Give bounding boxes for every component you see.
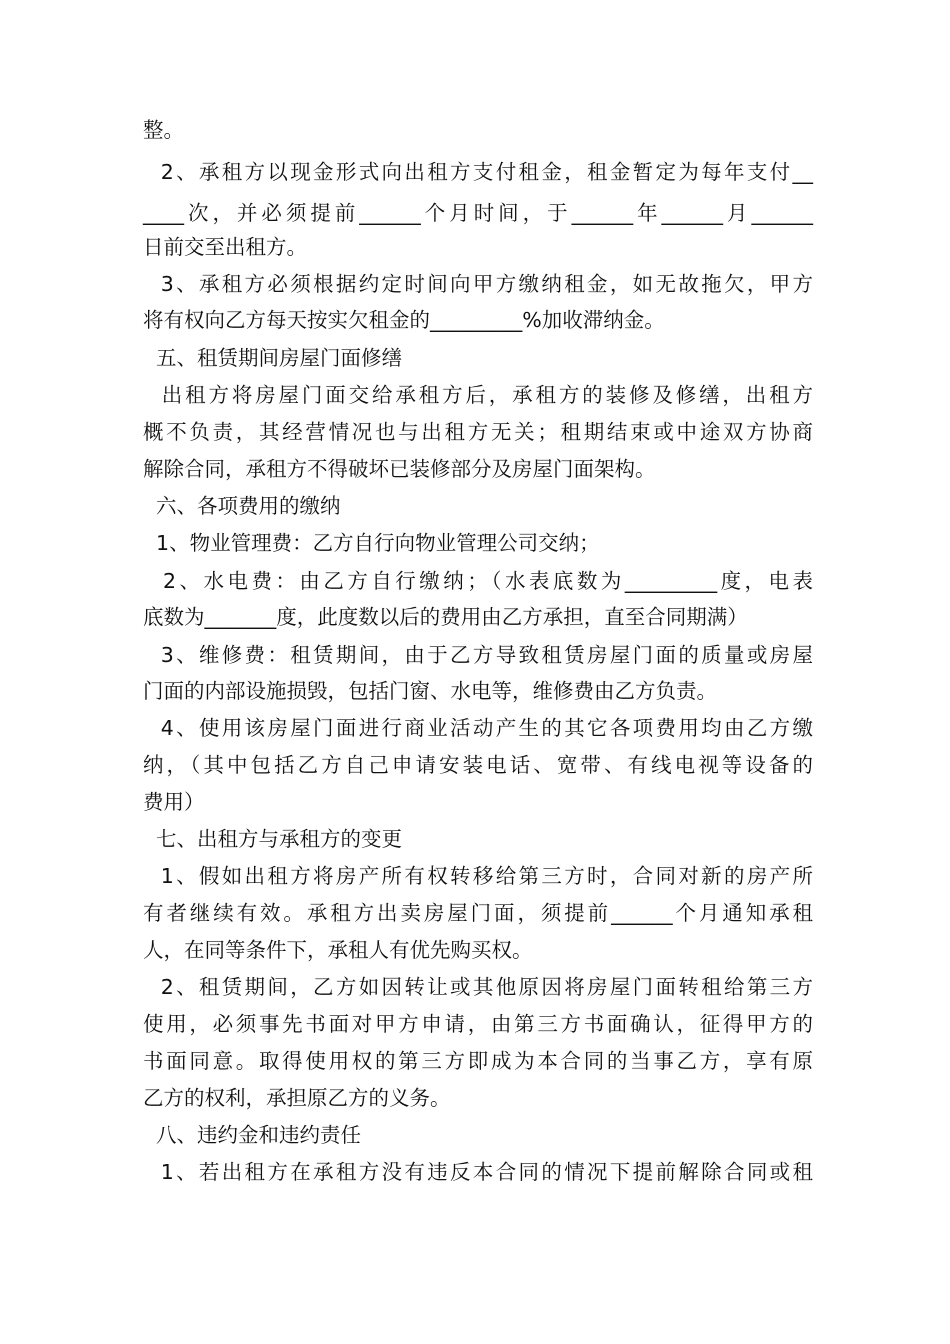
text-line: 日前交至出租方。 bbox=[143, 235, 307, 259]
text-line: 2、承租方以现金形式向出租方支付租金，租金暂定为每年支付__ bbox=[143, 160, 813, 184]
text-line: 2、租赁期间，乙方如因转让或其他原因将房屋门面转租给第三方 bbox=[143, 975, 813, 999]
text-line: 3、维修费：租赁期间，由于乙方导致租赁房屋门面的质量或房屋 bbox=[143, 643, 813, 667]
text-line: 1、假如出租方将房产所有权转移给第三方时，合同对新的房产所 bbox=[143, 864, 813, 888]
text-line: 有者继续有效。承租方出卖房屋门面，须提前______个月通知承租 bbox=[143, 901, 813, 925]
text-line: 3、承租方必须根据约定时间向甲方缴纳租金，如无故拖欠，甲方 bbox=[143, 272, 813, 296]
text-line: 出租方将房屋门面交给承租方后，承租方的装修及修缮，出租方 bbox=[143, 383, 813, 407]
text-line: 2、水电费：由乙方自行缴纳；（水表底数为_________度，电表 bbox=[143, 569, 813, 593]
text-line: ____次，并必须提前______个月时间，于______年______月______ bbox=[143, 201, 813, 225]
text-line: 费用） bbox=[143, 790, 205, 814]
section-heading: 七、出租方与承租方的变更 bbox=[143, 827, 403, 851]
text-line: 纳，（其中包括乙方自己申请安装电话、宽带、有线电视等设备的 bbox=[143, 753, 813, 777]
text-line: 4、使用该房屋门面进行商业活动产生的其它各项费用均由乙方缴 bbox=[143, 716, 813, 740]
text-line: 乙方的权利，承担原乙方的义务。 bbox=[143, 1086, 451, 1110]
section-heading: 五、租赁期间房屋门面修缮 bbox=[143, 346, 403, 370]
text-line: 整。 bbox=[143, 118, 184, 142]
text-line: 1、物业管理费：乙方自行向物业管理公司交纳； bbox=[143, 531, 600, 555]
text-line: 解除合同，承租方不得破坏已装修部分及房屋门面架构。 bbox=[143, 457, 656, 481]
text-line: 使用，必须事先书面对甲方申请，由第三方书面确认，征得甲方的 bbox=[143, 1012, 813, 1036]
text-line: 门面的内部设施损毁，包括门窗、水电等，维修费由乙方负责。 bbox=[143, 679, 717, 703]
text-line: 书面同意。取得使用权的第三方即成为本合同的当事乙方，享有原 bbox=[143, 1049, 813, 1073]
text-line: 1、若出租方在承租方没有违反本合同的情况下提前解除合同或租 bbox=[143, 1160, 813, 1184]
text-line: 底数为_______度，此度数以后的费用由乙方承担，直至合同期满） bbox=[143, 605, 748, 629]
text-line: 人，在同等条件下，承租人有优先购买权。 bbox=[143, 938, 533, 962]
section-heading: 八、违约金和违约责任 bbox=[143, 1123, 362, 1147]
text-line: 将有权向乙方每天按实欠租金的_________%加收滞纳金。 bbox=[143, 308, 665, 332]
section-heading: 六、各项费用的缴纳 bbox=[143, 494, 341, 518]
text-line: 概不负责，其经营情况也与出租方无关；租期结束或中途双方协商 bbox=[143, 420, 813, 444]
